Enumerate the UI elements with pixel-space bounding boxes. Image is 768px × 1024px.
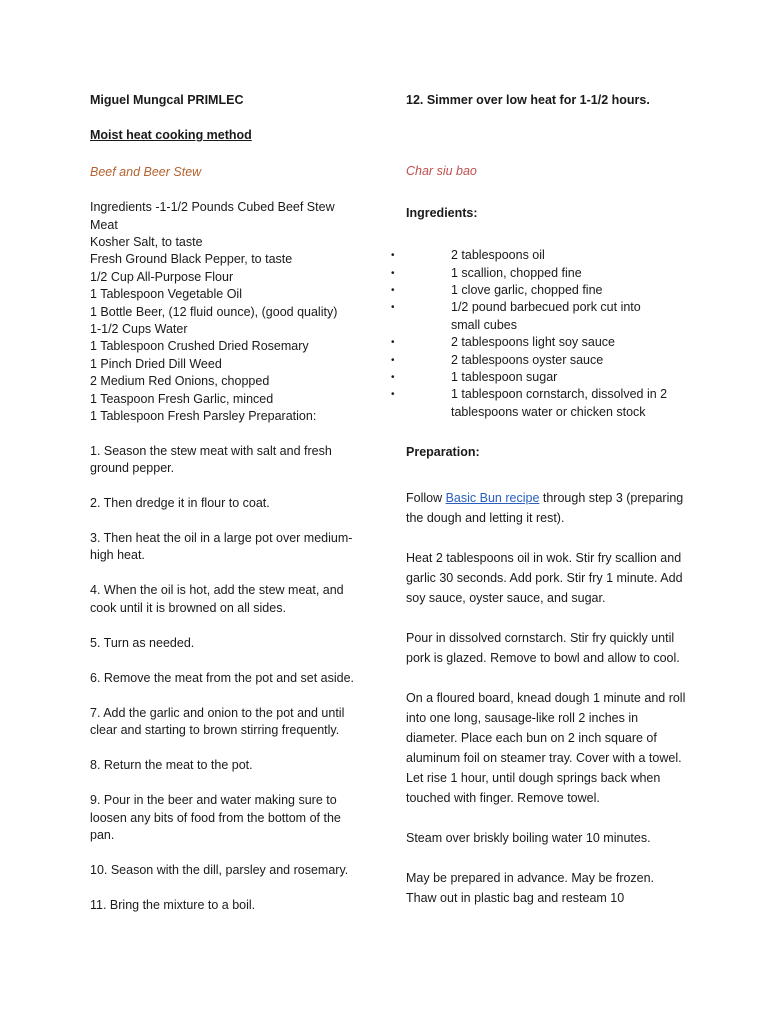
step-5: 5. Turn as needed. <box>90 635 195 650</box>
ingredient-line: 1 Teaspoon Fresh Garlic, minced <box>90 391 274 406</box>
list-item: • 2 tablespoons light soy sauce <box>394 334 686 351</box>
list-item: • 1 scallion, chopped fine <box>394 265 686 282</box>
list-item: • 1 tablespoon cornstarch, dissolved in 2 tablespoons water or chicken stock <box>391 387 668 419</box>
ingredient-line: 1/2 Cup All-Purpose Flour <box>90 269 234 284</box>
step-10: 10. Season with the dill, parsley and rosemary. <box>90 862 349 877</box>
right-column <box>391 92 686 928</box>
author-line: Miguel Mungcal PRIMLEC <box>90 93 244 107</box>
ingredient-line: 1 Tablespoon Crushed Dried Rosemary <box>90 339 309 354</box>
char-siu-ingredient-list <box>391 247 686 421</box>
list-item: • 1 clove garlic, chopped fine <box>394 282 686 299</box>
step-12: 12. Simmer over low heat for 1-1/2 hours. <box>406 93 650 107</box>
step-7: 7. Add the garlic and onion to the pot and until clear and starting to brown stirring frequently. <box>90 705 345 738</box>
paragraph: On a floured board, knead dough 1 minute and roll into one long, sausage-like roll 2 inches in diameter. Place each bun on 2 inch square of aluminum foil on steamer tray. Cover with a towel. Let rise 1 hour, until dough springs back when touched with finger. Remove towel. <box>406 690 686 805</box>
ingredient-list <box>90 199 365 425</box>
ingredient-line: 1 Bottle Beer, (12 fluid ounce), (good quality) <box>90 304 338 319</box>
step-11: 11. Bring the mixture to a boil. <box>90 897 256 912</box>
list-item: • 2 tablespoons oyster sauce <box>394 352 686 369</box>
bullet-icon: • <box>391 285 395 297</box>
section-heading: Moist heat cooking method <box>90 128 252 143</box>
step-1: 1. Season the stew meat with salt and fresh ground pepper. <box>90 443 332 475</box>
ingredient-line: 1 Tablespoon Vegetable Oil <box>90 287 242 302</box>
bullet-icon: • <box>391 250 395 262</box>
step-9: 9. Pour in the beer and water making sure to loosen any bits of food from the bottom of the pan. <box>90 793 341 842</box>
follow-paragraph: Follow Basic Bun recipe through step 3 (preparing the dough and letting it rest). <box>406 490 684 525</box>
step-8: 8. Return the meat to the pot. <box>90 758 253 773</box>
bullet-icon: • <box>391 267 395 279</box>
step-6: 6. Remove the meat from the pot and set aside. <box>90 670 355 685</box>
paragraph: Heat 2 tablespoons oil in wok. Stir fry scallion and garlic 30 seconds. Add pork. Stir fry 1 minute. Add soy sauce, oyster sauce, and sugar. <box>406 550 683 605</box>
bullet-icon: • <box>391 354 395 366</box>
preparation-label: Preparation: <box>406 445 480 460</box>
paragraph: Pour in dissolved cornstarch. Stir fry quickly until pork is glazed. Remove to bowl and allow to cool. <box>406 630 680 665</box>
bullet-icon: • <box>391 302 395 314</box>
paragraph: Steam over briskly boiling water 10 minutes. <box>406 830 651 845</box>
paragraph: May be prepared in advance. May be frozen. Thaw out in plastic bag and resteam 10 <box>406 870 655 905</box>
ingredient-line: 2 Medium Red Onions, chopped <box>90 374 270 389</box>
step-3: 3. Then heat the oil in a large pot over medium-high heat. <box>90 530 353 563</box>
ingredients-label: Ingredients: <box>406 205 478 220</box>
recipe-title-beef-stew: Beef and Beer Stew <box>90 164 202 179</box>
ingredient-line: Kosher Salt, to taste <box>90 235 203 250</box>
left-column <box>90 92 365 932</box>
list-item: • 1 tablespoon sugar <box>394 369 686 386</box>
ingredient-line: Ingredients -1-1/2 Pounds Cubed Beef Stew Meat <box>90 200 335 232</box>
ingredient-line: 1-1/2 Cups Water <box>90 322 188 337</box>
step-2: 2. Then dredge it in flour to coat. <box>90 495 270 510</box>
ingredient-line: Fresh Ground Black Pepper, to taste <box>90 252 293 267</box>
step-4: 4. When the oil is hot, add the stew meat, and cook until it is browned on all sides. <box>90 583 344 615</box>
bullet-icon: • <box>391 389 395 401</box>
bullet-icon: • <box>391 372 395 384</box>
recipe-title-char-siu-bao: Char siu bao <box>406 164 477 179</box>
basic-bun-recipe-link[interactable]: Basic Bun recipe <box>445 490 540 505</box>
bullet-icon: • <box>391 337 395 349</box>
ingredient-line: 1 Tablespoon Fresh Parsley Preparation: <box>90 409 317 424</box>
preparation-steps <box>90 443 365 915</box>
list-item: • 1/2 pound barbecued pork cut into small cubes <box>391 300 641 332</box>
ingredient-line: 1 Pinch Dried Dill Weed <box>90 356 222 371</box>
list-item: • 2 tablespoons oil <box>394 247 686 264</box>
